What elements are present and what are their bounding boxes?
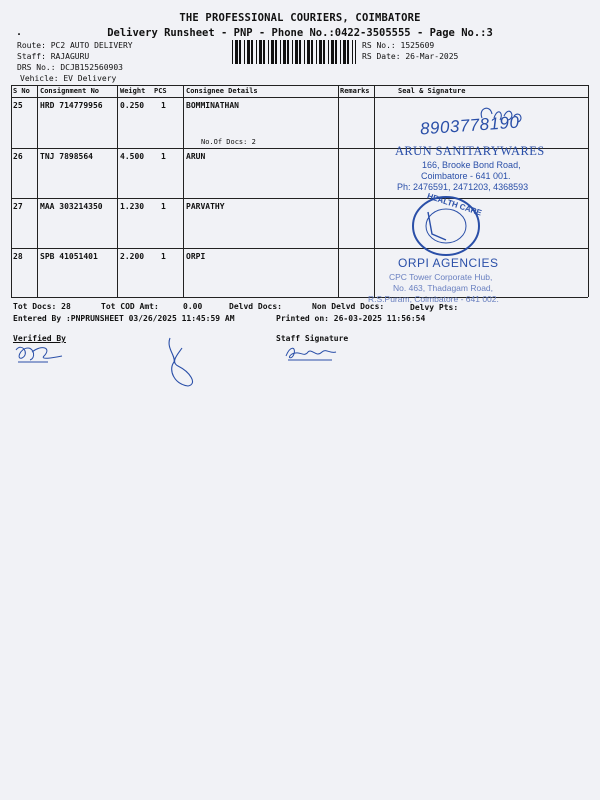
table-bottom-border bbox=[11, 297, 588, 298]
barcode-bar bbox=[331, 40, 334, 64]
cell-sno: 25 bbox=[13, 101, 23, 110]
barcode-bar bbox=[283, 40, 286, 64]
header-consignment: Consignment No bbox=[40, 87, 100, 95]
cell-weight: 1.230 bbox=[120, 202, 145, 211]
barcode-bar bbox=[343, 40, 346, 64]
arun-stamp-address2: Coimbatore - 641 001. bbox=[421, 171, 511, 181]
delivery-points: Delvy Pts: bbox=[410, 303, 459, 312]
cell-consignment: HRD 714779956 bbox=[40, 101, 103, 110]
column-border bbox=[338, 85, 339, 297]
vehicle-label: Vehicle: EV Delivery bbox=[20, 74, 117, 83]
delivered-docs: Delvd Docs: bbox=[229, 302, 282, 311]
header-remarks: Remarks bbox=[340, 87, 370, 95]
header-consignee: Consignee Details bbox=[186, 87, 258, 95]
barcode-bar bbox=[235, 40, 238, 64]
barcode-bar bbox=[323, 40, 325, 64]
cell-consignee: ORPI bbox=[186, 252, 206, 261]
barcode-bar bbox=[232, 40, 233, 64]
barcode-bar bbox=[280, 40, 281, 64]
column-border bbox=[117, 85, 118, 297]
rs-date: RS Date: 26-Mar-2025 bbox=[362, 52, 459, 61]
orpi-stamp-address1: CPC Tower Corporate Hub, bbox=[389, 272, 493, 282]
barcode-bar bbox=[275, 40, 277, 64]
column-border bbox=[37, 85, 38, 297]
cell-weight: 2.200 bbox=[120, 252, 145, 261]
arun-stamp-address1: 166, Brooke Bond Road, bbox=[422, 160, 521, 170]
table-header-border bbox=[11, 97, 588, 98]
staff-signature bbox=[282, 342, 342, 366]
header-sno: S No bbox=[13, 87, 30, 95]
barcode-bar bbox=[352, 40, 353, 64]
header-pcs: PCS bbox=[154, 87, 167, 95]
row-divider bbox=[11, 248, 588, 249]
barcode-bar bbox=[271, 40, 274, 64]
cell-consignee: ARUN bbox=[186, 152, 206, 161]
verified-by-label: Verified By bbox=[13, 334, 66, 343]
cell-pcs: 1 bbox=[161, 202, 166, 211]
barcode-bar bbox=[244, 40, 245, 64]
cell-sno: 28 bbox=[13, 252, 23, 261]
barcode-bar bbox=[299, 40, 301, 64]
column-border bbox=[588, 85, 589, 297]
barcode-bar bbox=[268, 40, 269, 64]
cell-consignment: MAA 303214350 bbox=[40, 202, 103, 211]
barcode-bar bbox=[307, 40, 310, 64]
barcode-bar bbox=[347, 40, 349, 64]
barcode-bar bbox=[311, 40, 313, 64]
total-cod-value: 0.00 bbox=[183, 302, 203, 311]
barcode-bar bbox=[295, 40, 298, 64]
header-dot: . bbox=[16, 27, 23, 38]
barcode-bar bbox=[316, 40, 317, 64]
staff-signature-label: Staff Signature bbox=[276, 334, 349, 343]
barcode-bar bbox=[328, 40, 329, 64]
route-label: Route: PC2 AUTO DELIVERY bbox=[17, 41, 133, 50]
arun-stamp-name: ARUN SANITARYWARES bbox=[395, 144, 545, 158]
barcode-bar bbox=[292, 40, 293, 64]
orpi-stamp-name: ORPI AGENCIES bbox=[398, 256, 499, 270]
column-border bbox=[11, 85, 12, 297]
cell-consignee: BOMMINATHAN bbox=[186, 101, 239, 110]
printed-on: Printed on: 26-03-2025 11:56:54 bbox=[276, 314, 426, 323]
barcode-bar bbox=[256, 40, 257, 64]
orpi-stamp-address3: R.S.Puram, Coimbatore - 641 002. bbox=[368, 294, 499, 304]
total-docs: Tot Docs: 28 bbox=[13, 302, 71, 311]
rs-number: RS No.: 1525609 bbox=[362, 41, 435, 50]
barcode-image bbox=[232, 40, 356, 64]
barcode-bar bbox=[287, 40, 289, 64]
non-delivered-docs: Non Delvd Docs: bbox=[312, 302, 385, 311]
barcode-bar bbox=[263, 40, 265, 64]
cell-weight: 0.250 bbox=[120, 101, 145, 110]
barcode-bar bbox=[304, 40, 305, 64]
column-border bbox=[183, 85, 184, 297]
cell-consignee: PARVATHY bbox=[186, 202, 225, 211]
table-top-border bbox=[11, 85, 588, 86]
entered-by: Entered By :PNPRUNSHEET 03/26/2025 11:45:59 AM bbox=[13, 314, 235, 323]
barcode-bar bbox=[239, 40, 241, 64]
barcode-bar bbox=[247, 40, 250, 64]
cell-sno: 26 bbox=[13, 152, 23, 161]
arun-stamp-phone: Ph: 2476591, 2471203, 4368593 bbox=[397, 182, 529, 192]
barcode-bar bbox=[355, 40, 356, 64]
company-title: THE PROFESSIONAL COURIERS, COIMBATORE bbox=[179, 12, 421, 24]
barcode-bar bbox=[340, 40, 341, 64]
row-divider bbox=[11, 198, 588, 199]
column-border bbox=[374, 85, 375, 297]
header-weight: Weight bbox=[120, 87, 146, 95]
cell-pcs: 1 bbox=[161, 152, 166, 161]
cell-pcs: 1 bbox=[161, 101, 166, 110]
cell-sno: 27 bbox=[13, 202, 23, 211]
barcode-bar bbox=[319, 40, 322, 64]
drs-number: DRS No.: DCJB152560903 bbox=[17, 63, 123, 72]
cell-consignment: SPB 41051401 bbox=[40, 252, 98, 261]
cell-docs: No.Of Docs: 2 bbox=[201, 138, 256, 146]
total-cod-label: Tot COD Amt: bbox=[101, 302, 159, 311]
verifier-signature bbox=[12, 340, 67, 368]
handwritten-mark bbox=[164, 334, 200, 390]
staff-label: Staff: RAJAGURU bbox=[17, 52, 90, 61]
round-stamp bbox=[406, 191, 486, 258]
barcode-bar bbox=[251, 40, 253, 64]
cell-weight: 4.500 bbox=[120, 152, 145, 161]
barcode-bar bbox=[259, 40, 262, 64]
orpi-stamp-address2: No. 463, Thadagam Road, bbox=[393, 283, 494, 293]
cell-consignment: TNJ 7898564 bbox=[40, 152, 93, 161]
runsheet-subtitle: Delivery Runsheet - PNP - Phone No.:0422-3505555 - Page No.:3 bbox=[107, 27, 493, 39]
header-seal-signature: Seal & Signature bbox=[398, 87, 466, 95]
round-stamp-text: HEALTH CARE bbox=[425, 191, 483, 218]
cell-pcs: 1 bbox=[161, 252, 166, 261]
handwritten-phone: 8903778190 bbox=[419, 112, 521, 139]
barcode-bar bbox=[335, 40, 337, 64]
